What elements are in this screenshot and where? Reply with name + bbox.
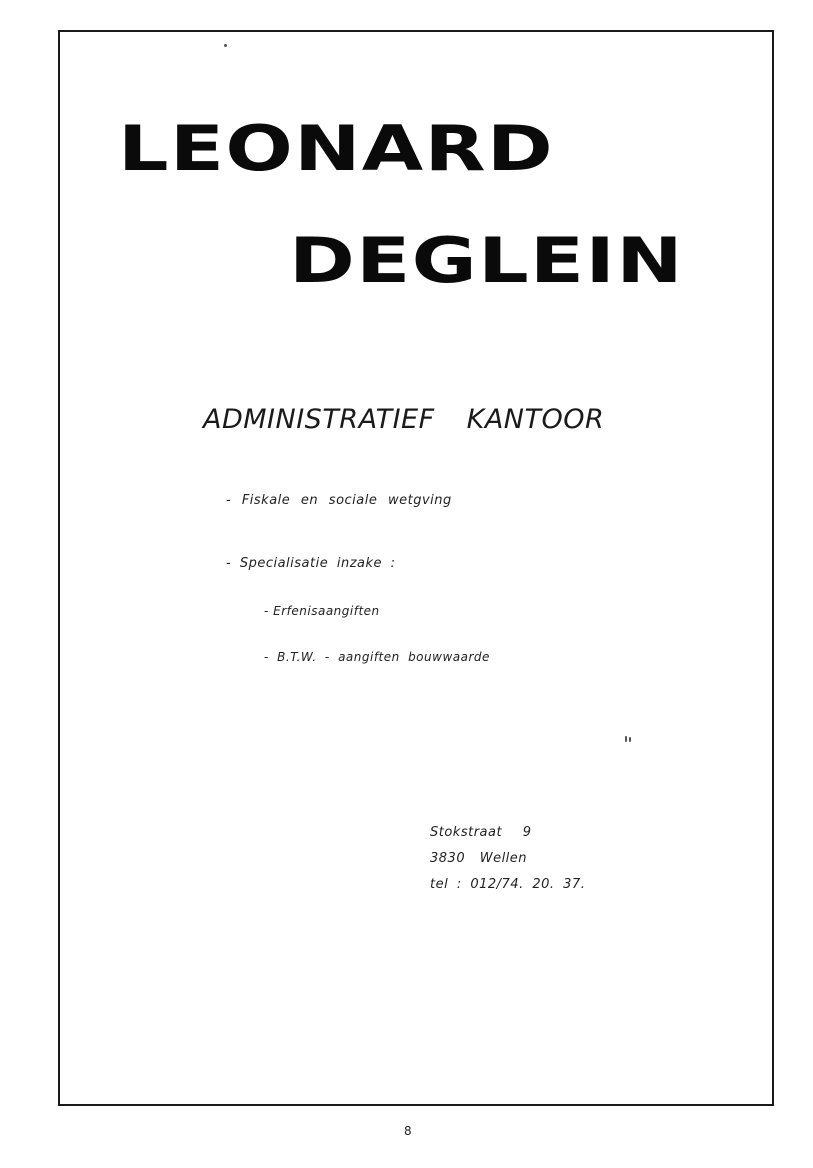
service-item-tax-law: - Fiskale en sociale wetgving	[226, 493, 452, 508]
service-item-specialisation: - Specialisatie inzake :	[226, 556, 396, 571]
address-city: 3830 Wellen	[430, 851, 528, 866]
page-number: 8	[404, 1124, 412, 1138]
address-street: Stokstraat 9	[430, 825, 532, 840]
address-phone: tel : 012/74. 20. 37.	[430, 877, 586, 892]
scan-speck	[224, 44, 227, 47]
first-name-title: LEONARD	[118, 112, 555, 185]
service-subitem-vat: - B.T.W. - aangiften bouwwaarde	[264, 650, 490, 664]
heading-word-kantoor: KANTOOR	[466, 404, 605, 435]
scan-speck	[629, 737, 631, 742]
page-border-frame	[58, 30, 774, 1106]
service-subitem-inheritance: - Erfenisaangiften	[264, 604, 380, 618]
heading-word-administratief: ADMINISTRATIEF	[203, 404, 435, 435]
scan-speck	[625, 736, 627, 742]
office-heading	[203, 404, 604, 435]
last-name-title: DEGLEIN	[289, 224, 684, 297]
